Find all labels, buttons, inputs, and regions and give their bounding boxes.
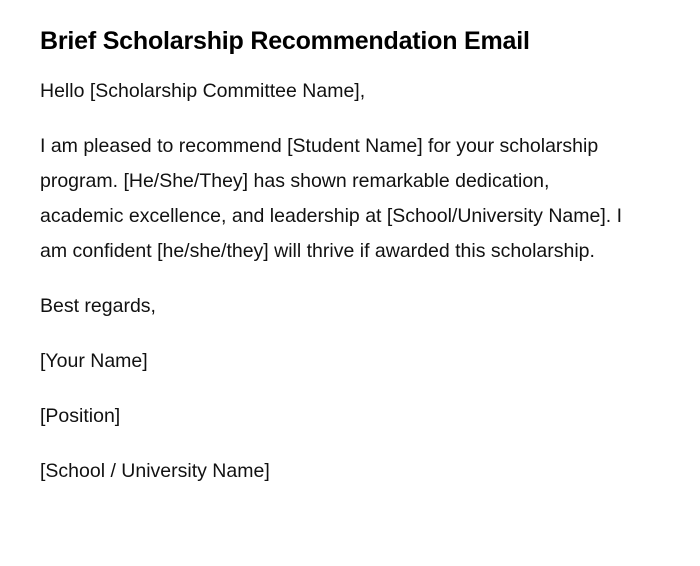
- signature-school: [School / University Name]: [40, 460, 270, 482]
- email-body: I am pleased to recommend [Student Name] for your scholarship program. [He/She/They] has shown remarkable dedication, academic excellence, and leadership at [School/University Name]. I am confident [he/she/they] will thrive if awarded this scholarship.: [40, 135, 623, 262]
- document-title: Brief Scholarship Recommendation Email: [40, 27, 530, 55]
- email-greeting: Hello [Scholarship Committee Name],: [40, 80, 366, 102]
- email-closing: Best regards,: [40, 295, 156, 317]
- signature-position: [Position]: [40, 405, 121, 427]
- signature-name: [Your Name]: [40, 350, 148, 372]
